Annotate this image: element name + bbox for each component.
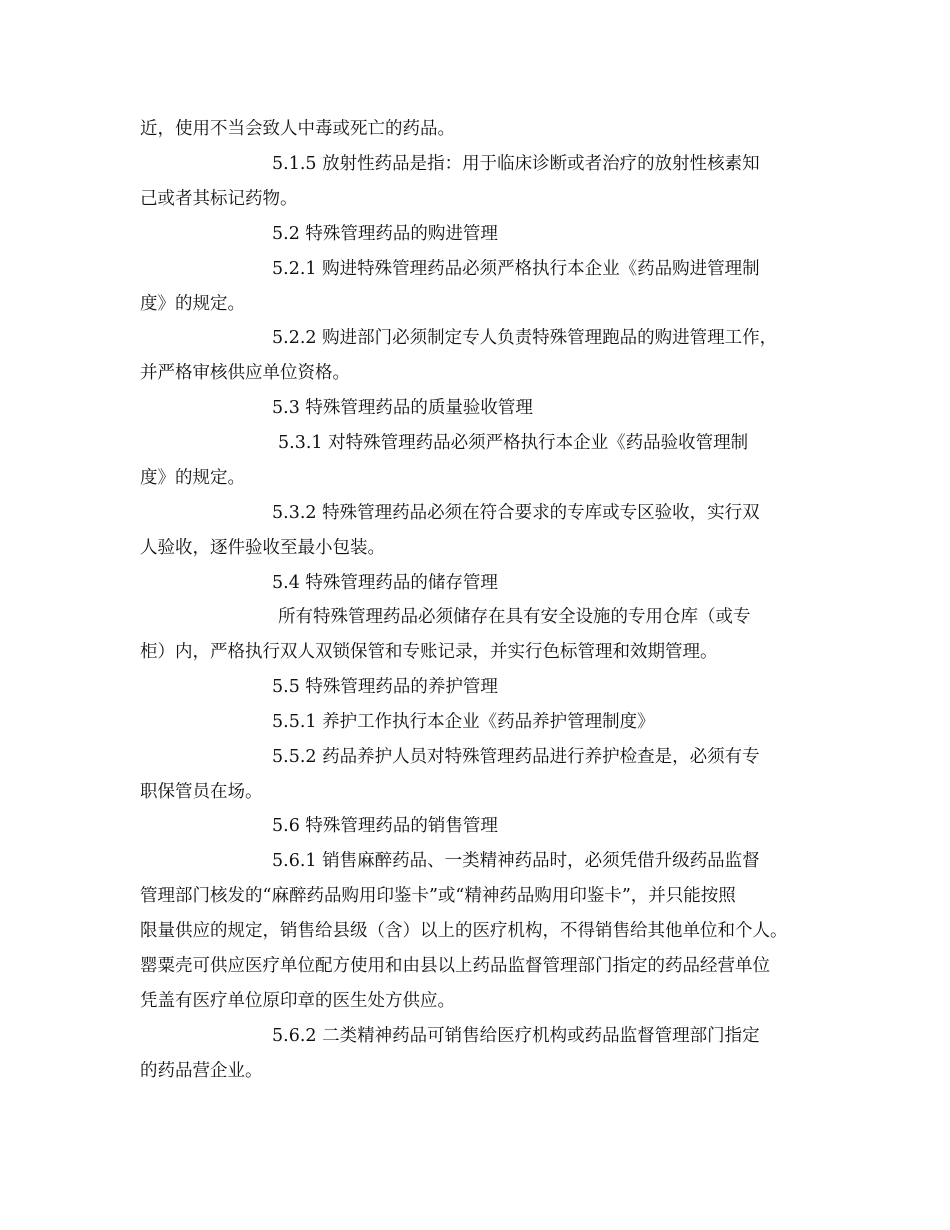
text-line: 5.6.2 二类精神药品可销售给医疗机构或药品监督管理部门指定 [272,1026,760,1046]
text-line: 度》的规定。 [140,468,245,488]
text-line: 近，使用不当会致人中毒或死亡的药品。 [140,119,455,139]
text-line: 5.2.1 购进特殊管理药品必须严格执行本企业《药品购进管理制 [272,259,760,279]
text-line: 罂粟壳可供应医疗单位配方使用和由县以上药品监督管理部门指定的药品经营单位 [140,956,770,976]
text-line: 5.6.1 销售麻醉药品、一类精神药品时，必须凭借升级药品监督 [272,851,760,871]
section-heading: 5.4 特殊管理药品的储存管理 [272,573,498,593]
text-line: 职保管员在场。 [140,782,263,802]
text-line: 管理部门核发的“麻醉药品购用印鉴卡”或“精神药品购用印鉴卡”，并只能按照 [140,886,736,906]
section-heading: 5.6 特殊管理药品的销售管理 [272,816,498,836]
text-line: 5.2.2 购进部门必须制定专人负责特殊管理跑品的购进管理工作， [272,328,778,348]
text-line: 5.3.1 对特殊管理药品必须严格执行本企业《药品验收管理制 [278,433,749,453]
text-line: 所有特殊管理药品必须储存在具有安全设施的专用仓库（或专 [278,607,751,627]
text-line: 5.3.2 特殊管理药品必须在符合要求的专库或专区验收，实行双 [272,503,760,523]
text-line: 限量供应的规定，销售给县级（含）以上的医疗机构，不得销售给其他单位和个人。 [140,921,788,941]
section-heading: 5.3 特殊管理药品的质量验收管理 [272,398,533,418]
text-line: 并严格审核供应单位资格。 [140,363,350,383]
text-line: 度》的规定。 [140,294,245,314]
text-line: 的药品营企业。 [140,1061,263,1081]
text-line: 5.1.5 放射性药品是指：用于临床诊断或者治疗的放射性核素知 [272,154,760,174]
text-line: 5.5.1 养护工作执行本企业《药品养护管理制度》 [272,712,655,732]
text-line: 人验收，逐件验收至最小包装。 [140,538,385,558]
text-line: 5.5.2 药品养护人员对特殊管理药品进行养护检查是，必须有专 [272,747,760,767]
section-heading: 5.2 特殊管理药品的购进管理 [272,224,498,244]
section-heading: 5.5 特殊管理药品的养护管理 [272,677,498,697]
text-line: 凭盖有医疗单位原印章的医生处方供应。 [140,991,455,1011]
text-line: 柜）内，严格执行双人双锁保管和专账记录，并实行色标管理和效期管理。 [140,642,718,662]
text-line: 己或者其标记药物。 [140,189,298,209]
